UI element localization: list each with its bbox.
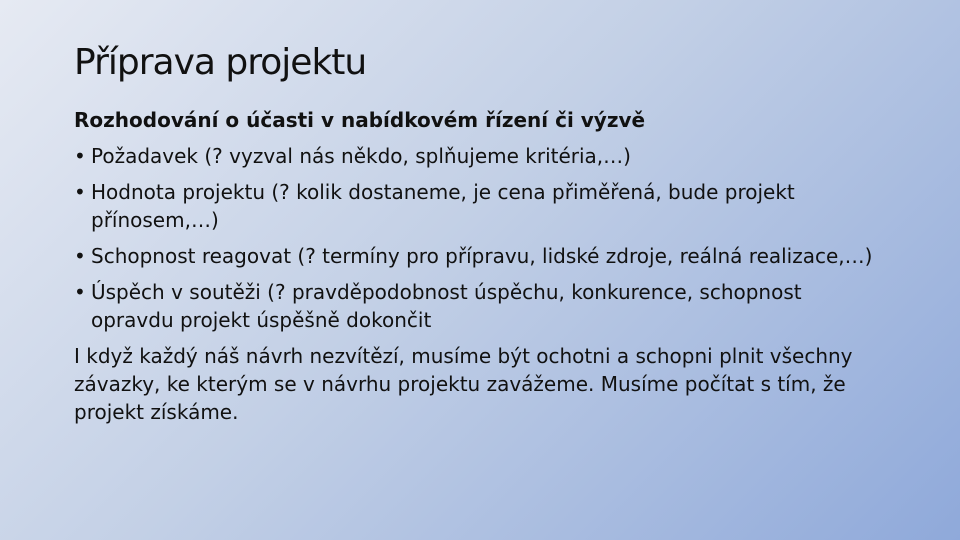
section-heading: Rozhodování o účasti v nabídkovém řízení či výzvě [74, 108, 646, 132]
bullet-item [74, 142, 874, 170]
bullet-icon: • [74, 180, 86, 204]
bullet-icon: • [74, 244, 86, 268]
slide-title: Příprava projektu [74, 42, 367, 83]
bullet-text: Požadavek (? vyzval nás někdo, splňujeme kritéria,…) [91, 144, 631, 168]
bullet-icon: • [74, 280, 86, 304]
bullet-item [74, 178, 874, 234]
bullet-text: Schopnost reagovat (? termíny pro přípravu, lidské zdroje, reálná realizace,…) [91, 244, 873, 268]
bullet-text: Hodnota projektu (? kolik dostaneme, je cena přiměřená, bude projekt přínosem,…) [91, 180, 795, 232]
bullet-item [74, 242, 874, 270]
closing-paragraph: I když každý náš návrh nezvítězí, musíme být ochotni a schopni plnit všechny závazky, ke kterým se v návrhu projektu zavážeme. Musíme počítat s tím, že projekt získáme. [74, 344, 853, 424]
slide-content [74, 106, 874, 426]
bullet-item [74, 278, 874, 334]
bullet-icon: • [74, 144, 86, 168]
bullet-text: Úspěch v soutěži (? pravděpodobnost úspěchu, konkurence, schopnost opravdu projekt úspěšně dokončit [91, 280, 802, 332]
